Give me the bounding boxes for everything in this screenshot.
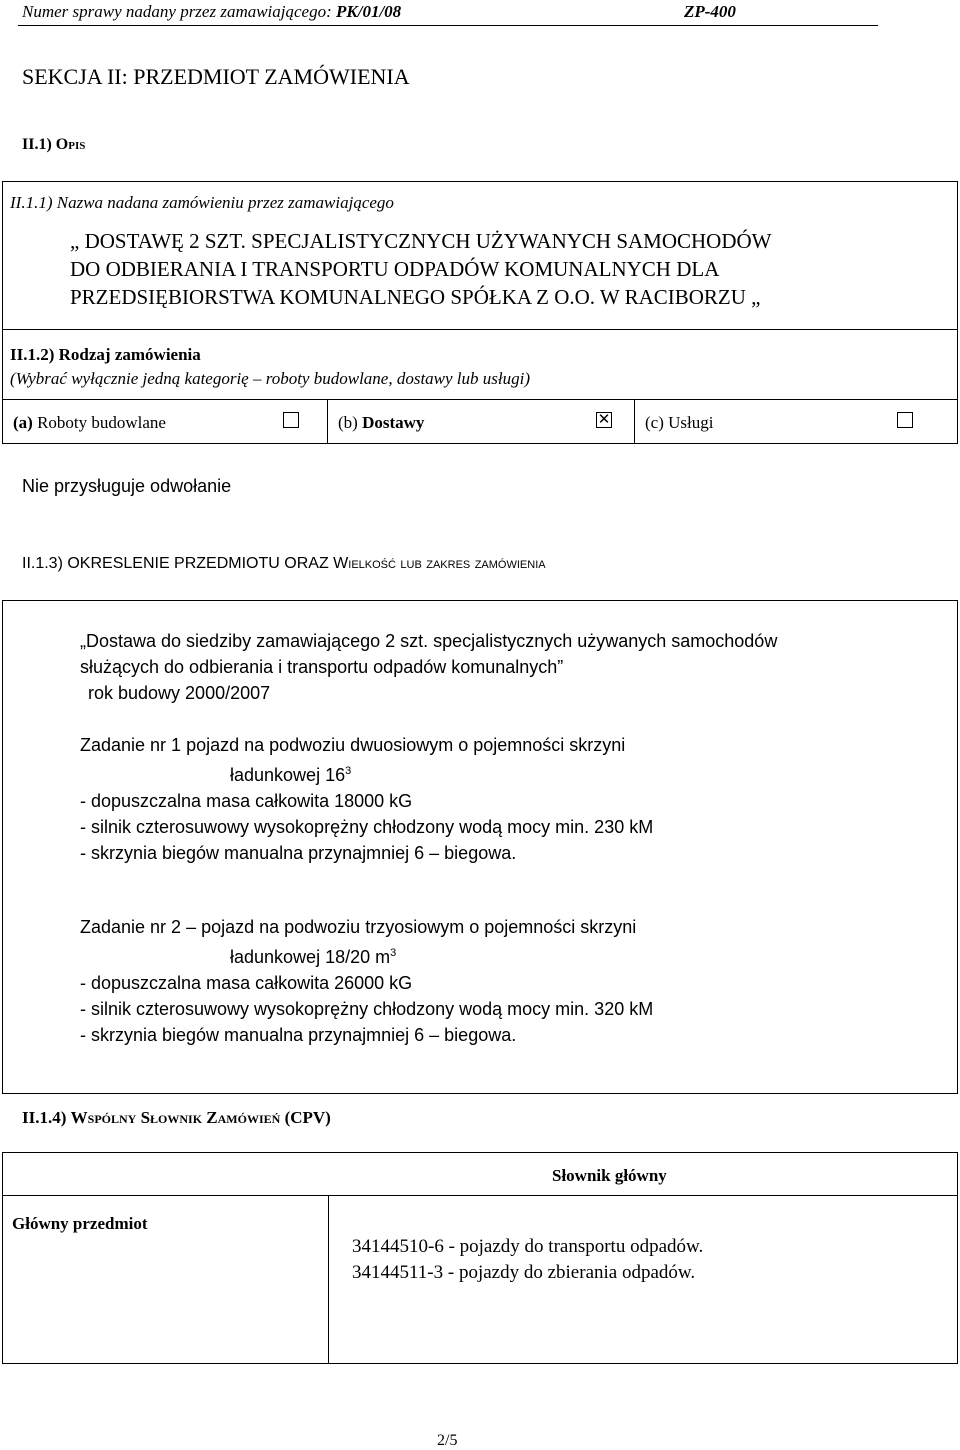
cpv-table: [2, 1152, 958, 1364]
cpv-main-dictionary-header: Słownik główny: [552, 1166, 667, 1185]
task-2-capacity: ładunkowej 18/20 $m^3$: [230, 947, 397, 967]
intro-line: „Dostawa do siedziby zamawiającego 2 szt. specjalistycznych używanych samochodów: [80, 631, 778, 651]
task-2-spec: - silnik czterosuwowy wysokoprężny chłodzony wodą mocy min. 320 kM: [80, 999, 654, 1019]
no-appeal-note: Nie przysługuje odwołanie: [22, 476, 232, 496]
cpv-header-divider: [2, 1195, 958, 1196]
cpv-main-subject-label: Główny przedmiot: [12, 1214, 148, 1233]
scope-heading: II.1.3) OKRESLENIE PRZEDMIOTU ORAZ Wielkość lub zakres zamówienia: [22, 555, 546, 572]
title-line: DO ODBIERANIA I TRANSPORTU ODPADÓW KOMUNALNYCH DLA: [70, 257, 720, 281]
title-line: „ DOSTAWĘ 2 SZT. SPECJALISTYCZNYCH UŻYWANYCH SAMOCHODÓW: [70, 229, 772, 253]
order-type-note: (Wybrać wyłącznie jedną kategorię – roboty budowlane, dostawy lub usługi): [10, 369, 531, 388]
category-label: (b) Dostawy: [338, 413, 425, 432]
task-1: [80, 732, 653, 866]
header-divider: [18, 25, 878, 26]
supplies-checkbox[interactable]: ✕: [597, 410, 611, 428]
services-checkbox[interactable]: [897, 412, 913, 428]
task-2-heading: Zadanie nr 2 – pojazd na podwoziu trzyosiowym o pojemności skrzyni: [80, 917, 637, 937]
section-title: SEKCJA II: PRZEDMIOT ZAMÓWIENIA: [22, 64, 410, 89]
cpv-column-divider: [328, 1196, 329, 1363]
intro-line: rok budowy 2000/2007: [88, 683, 271, 703]
task-1-spec: - silnik czterosuwowy wysokoprężny chłodzony wodą mocy min. 230 kM: [80, 817, 654, 837]
cpv-code: 34144510-6 - pojazdy do transportu odpadów.: [352, 1236, 704, 1257]
case-number-value: PK/01/08: [336, 2, 402, 21]
task-1-capacity: ładunkowej $16^3$: [230, 765, 352, 785]
intro-line: służących do odbierania i transportu odpadów komunalnych”: [80, 657, 564, 677]
task-1-heading: Zadanie nr 1 pojazd na podwoziu dwuosiowym o pojemności skrzyni: [80, 735, 626, 755]
works-checkbox[interactable]: [283, 412, 299, 428]
description-intro: [80, 628, 777, 706]
task-2: [80, 914, 653, 1048]
subsection-opis: II.1) Opis: [22, 136, 86, 153]
task-1-spec: - skrzynia biegów manualna przynajmniej 6 – biegowa.: [80, 843, 517, 863]
order-name-title: [70, 227, 950, 311]
header-case-number: Numer sprawy nadany przez zamawiającego: PK/01/08: [22, 2, 402, 21]
category-row: [2, 399, 958, 444]
cpv-heading: II.1.4) Wspólny Słownik Zamówień (CPV): [22, 1108, 331, 1127]
order-name-label: II.1.1) Nazwa nadana zamówieniu przez zamawiającego: [10, 193, 394, 212]
task-2-spec: - dopuszczalna masa całkowita 26000 kG: [80, 973, 413, 993]
category-label: (c) Usługi: [645, 413, 714, 432]
category-works: [3, 399, 328, 443]
page-number: 2/5: [437, 1432, 458, 1449]
category-services: [635, 399, 957, 443]
task-2-spec: - skrzynia biegów manualna przynajmniej 6 – biegowa.: [80, 1025, 517, 1045]
category-supplies: [328, 399, 635, 443]
title-line: PRZEDSIĘBIORSTWA KOMUNALNEGO SPÓŁKA Z O.O. W RACIBORZU „: [70, 285, 761, 309]
form-code: ZP-400: [684, 2, 736, 21]
cpv-code: 34144511-3 - pojazdy do zbierania odpadów.: [352, 1262, 696, 1283]
order-type-label: II.1.2) Rodzaj zamówienia: [10, 345, 201, 364]
task-1-spec: - dopuszczalna masa całkowita 18000 kG: [80, 791, 413, 811]
category-label: (a) Roboty budowlane: [13, 413, 166, 432]
